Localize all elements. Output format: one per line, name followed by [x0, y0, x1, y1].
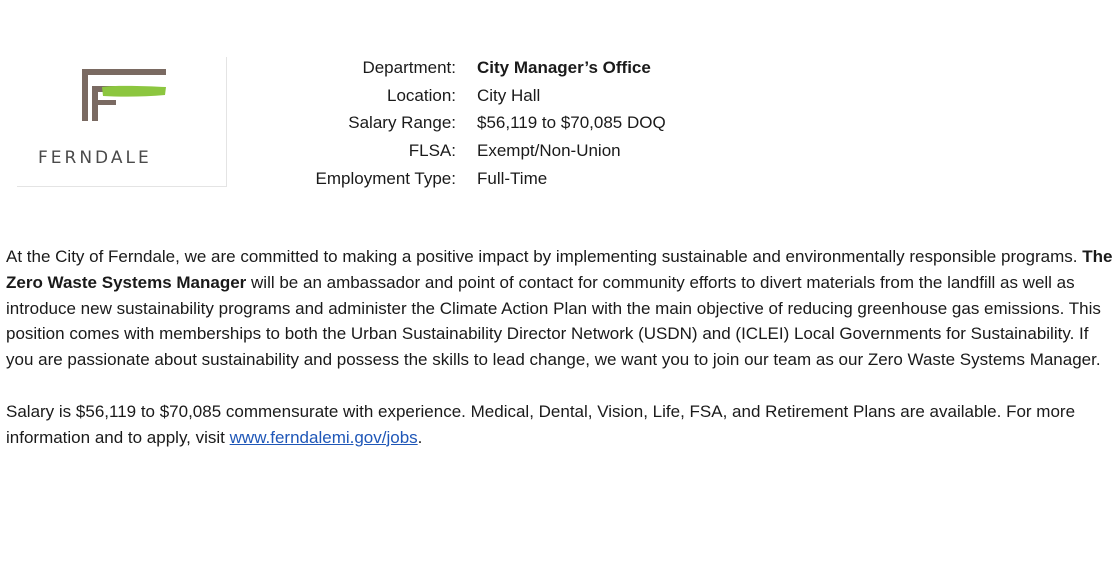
flsa-value: Exempt/Non-Union — [477, 141, 621, 161]
info-row-salary-range — [290, 109, 666, 137]
intro-paragraph — [6, 244, 1114, 373]
paragraph-spacer — [6, 373, 1114, 399]
salary-range-value: $56,119 to $70,085 DOQ — [477, 113, 666, 133]
intro-text-start: At the City of Ferndale, we are committed to making a positive impact by implementing sustainable and environmentally responsible programs. — [6, 247, 1083, 266]
logo-wordmark: FERNDALE — [38, 148, 152, 168]
flsa-label: FLSA: — [408, 141, 456, 161]
salary-paragraph — [6, 399, 1114, 451]
location-value: City Hall — [477, 85, 541, 105]
jobs-link[interactable]: www.ferndalemi.gov/jobs — [229, 427, 418, 447]
job-description — [6, 244, 1114, 450]
job-title-highlight: The Zero Waste Systems Manager — [6, 247, 1113, 292]
info-row-flsa — [290, 137, 666, 165]
department-value: City Manager’s Office — [477, 58, 651, 77]
info-row-employment-type — [290, 165, 666, 193]
salary-text-end: . — [417, 427, 423, 447]
salary-range-label: Salary Range: — [348, 113, 456, 133]
info-row-location — [290, 82, 666, 110]
salary-text: Salary is $56,119 to $70,085 commensurate with experience. Medical, Dental, Vision, Life, FSA, and Retirement Plans are available. For more information and to apply, visit — [6, 401, 1076, 447]
ferndale-logo — [16, 56, 226, 186]
department-label: Department: — [362, 58, 456, 77]
info-row-department — [290, 54, 666, 82]
intro-text-rest: will be an ambassador and point of contact for community efforts to divert materials from the landfill as well as introduce new sustainability programs and administer the Climate Action Plan with the main objective of reducing greenhouse gas emissions. This position comes with memberships to both the Urban Sustainability Director Network (USDN) and (ICLEI) Local Governments for Sustainability. If you are passionate about sustainability and possess the skills to lead change, we want you to join our team as our Zero Waste Systems Manager. — [6, 272, 1101, 370]
ferndale-logo-mark-icon — [16, 56, 226, 146]
employment-type-value: Full-Time — [477, 168, 548, 188]
employment-type-label: Employment Type: — [315, 168, 456, 188]
job-info-table — [290, 54, 666, 193]
location-label: Location: — [387, 85, 456, 105]
